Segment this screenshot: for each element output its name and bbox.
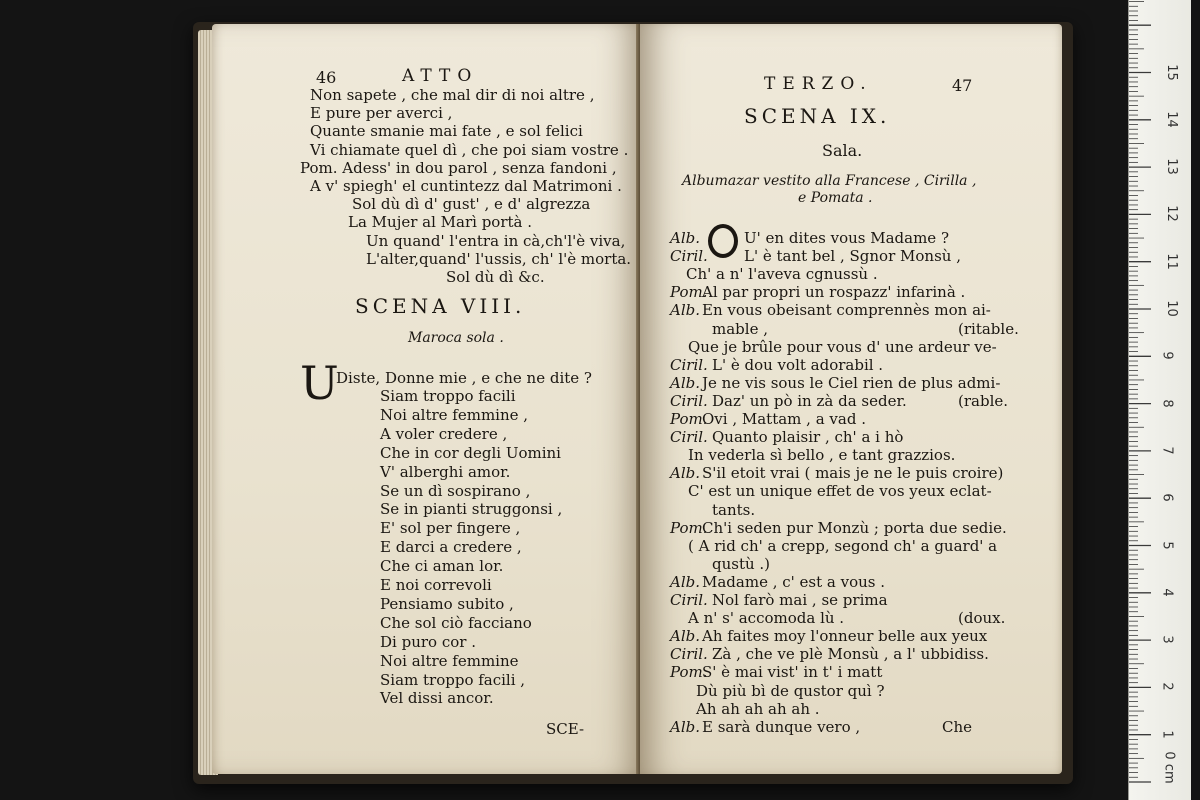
verse-line: Sol dù dì &c. [446,268,545,286]
ruler-number: 13 [1163,158,1179,175]
dialogue-line [640,301,1060,319]
dialogue-line [640,247,1060,265]
scene-8-first-line: Diste, Donne mie , e che ne dite ? [336,369,592,387]
verse-line: Se in pianti struggonsi , [380,500,563,519]
verse-line: Che in cor degli Uomini [380,443,561,462]
dialogue-line [640,537,1060,555]
dialogue-text: Je ne vis sous le Ciel rien de plus admi- [702,373,1001,392]
dialogue-text: tants. [712,500,756,519]
speaker-label: Alb. [670,627,700,646]
speaker-label: Alb. [670,464,700,483]
dialogue-line [640,627,1060,645]
verse-line: Siam troppo facili [380,387,516,405]
speaker-label: Pom. [670,283,708,302]
scene-9-location: Sala. [822,141,863,160]
verse-line: L'alter,quand' l'ussis, ch' l'è morta. [366,249,632,268]
ruler-number: 6 [1159,493,1175,502]
left-running-head: ATTO [402,66,479,86]
dialogue-line [640,229,1060,247]
dialogue-line [640,265,1060,283]
dialogue-text: Ch' a n' l'aveva cgnussù . [686,265,878,284]
verse-line: Vel dissi ancor. [380,689,494,708]
ruler-number: 2 [1159,682,1175,692]
dialogue-line [640,374,1060,392]
dialogue-text: Daz' un pò in zà da seder. [712,391,907,410]
right-catchword: Che [942,718,973,736]
scene-9-title: SCENA IX. [744,104,891,128]
verse-line: La Mujer al Marì portà . [348,213,533,232]
ruler-number: 4 [1159,588,1175,597]
dialogue-text: En vous obeisant comprennès mon ai- [702,301,991,320]
dialogue-runover: (doux. [958,609,1006,628]
ruler-number: 1 [1159,730,1175,739]
dialogue-line [640,682,1060,700]
verse-line: Vi chiamate quel dì , che poi siam vostre . [310,140,629,159]
dialogue-line [640,573,1060,591]
dialogue-text: Que je brûle pour vous d' une ardeur ve- [688,337,997,356]
dialogue-text: Quanto plaisir , ch' a i hò [712,428,904,447]
drop-cap-u: U [300,356,339,410]
speaker-label: Alb. [670,301,700,320]
speaker-label: Alb. [670,229,700,247]
ruler-number: 14 [1163,111,1179,128]
dialogue-line [640,320,1060,338]
dialogue-text: In vederla sì bello , e tant grazzios. [688,446,956,465]
dialogue-line [640,501,1060,519]
speaker-label: Pom. [670,410,708,428]
verse-line: Che ci aman lor. [380,557,504,576]
dialogue-text: mable , [712,319,768,338]
dialogue-line [640,356,1060,374]
speaker-label: Pom. [670,518,708,537]
speaker-label: Ciril. [670,645,708,664]
verse-line: Siam troppo facili , [380,670,526,689]
dialogue-text: Nol farò mai , se prima [712,591,888,609]
dialogue-text: S' è mai vist' in t' i matt [702,663,883,682]
dialogue-line [640,519,1060,537]
dialogue-line [640,700,1060,718]
verse-line: Un quand' l'entra in cà,ch'l'è viva, [366,231,626,250]
dialogue-text: Ah ah ah ah ah . [696,699,820,718]
dialogue-line [640,283,1060,301]
verse-line: E darci a credere , [380,538,522,557]
left-page [212,24,642,774]
speaker-label: Alb. [670,572,700,591]
dialogue-text: Zà , che ve plè Monsù , a l' ubbidiss. [712,645,989,664]
speaker-label: Ciril. [670,391,708,410]
verse-line: Di puro cor . [380,632,476,651]
ruler-number: 9 [1159,351,1175,360]
verse-line: Pom. Adess' in dou parol , senza fandoni , [300,158,617,177]
dialogue-runover: (ritable. [958,319,1019,338]
speaker-label: Ciril. [670,428,708,447]
ruler-number: 11 [1163,252,1179,270]
verse-line: Noi altre femmine , [380,405,529,424]
dialogue-runover: (rable. [958,391,1009,410]
left-catchword: SCE- [546,720,585,738]
verse-line: Che sol ciò facciano [380,613,532,632]
ruler-number: 5 [1159,540,1175,550]
dialogue-line [640,428,1060,446]
dialogue-line [640,482,1060,500]
scene-8-title: SCENA VIII. [355,294,526,318]
ruler-number: 12 [1163,205,1179,223]
dialogue-text: S'il etoit vrai ( mais je ne le puis croire) [702,464,1004,483]
dialogue-line [640,645,1060,663]
speaker-label: Alb. [670,373,700,392]
speaker-label: Ciril. [670,247,708,266]
ruler-number: 10 [1163,300,1179,317]
verse-line: Pensiamo subito , [380,594,514,613]
verse-line: A voler credere , [380,424,508,443]
dialogue-line [640,446,1060,464]
dialogue-line [640,555,1060,573]
dialogue-line [640,338,1060,356]
ruler-number: 3 [1159,635,1175,644]
verse-line: E pure per averci , [310,104,453,123]
dialogue-line [640,392,1060,410]
dialogue-text: Ovi , Mattam , a vad . [702,410,866,428]
verse-line: Quante smanie mai fate , e sol felici [310,122,583,141]
verse-line: V' alberghi amor. [380,462,511,481]
dialogue-text: A n' s' accomoda lù . [688,609,845,628]
speaker-label: Ciril. [670,591,708,609]
dialogue-text: qustù .) [712,554,771,573]
scene-8-subtitle: Maroca sola . [408,330,504,346]
dialogue-text: L' è tant bel , Sgnor Monsù , [744,247,961,266]
dialogue-line [640,663,1060,681]
dialogue-text: C' est un unique effet de vos yeux eclat- [688,482,992,501]
dialogue-line [640,609,1060,627]
verse-line: Sol dù dì d' gust' , e d' algrezza [352,195,591,214]
dialogue-text: Al par propri un rospazz' infarinà . [702,283,966,302]
dialogue-text: L' è dou volt adorabil . [712,355,884,374]
measurement-ruler [1128,0,1191,800]
dialogue-text: Ah faites moy l'onneur belle aux yeux [702,627,988,646]
right-running-head: TERZO. [764,74,873,94]
dialogue-line [640,464,1060,482]
right-page-number: 47 [952,76,973,95]
verse-line: Se un dì sospirano , [380,481,531,500]
dialogue-line [640,591,1060,609]
ruler-number: 7 [1159,446,1175,455]
verse-line: A v' spiegh' el cuntintezz dal Matrimoni . [310,177,622,195]
ruler-number: 8 [1159,398,1175,408]
dialogue-text: Madame , c' est a vous . [702,572,886,591]
ruler-unit-label: 0 cm [1161,751,1177,784]
verse-line: Noi altre femmine [380,651,519,670]
verse-line: E noi correvoli [380,576,492,594]
dialogue-text: Ch'i seden pur Monzù ; porta due sedie. [702,518,1007,537]
stage-direction-2: e Pomata . [798,190,873,206]
right-page [640,24,1062,774]
dialogue-text: U' en dites vous Madame ? [744,229,949,247]
verse-line: Non sapete , che mal dir di noi altre , [310,86,595,104]
dialogue-line [640,718,1060,736]
stage-direction-1: Albumazar vestito alla Francese , Cirilla , [682,173,977,189]
speaker-label: Alb. [670,717,700,736]
speaker-label: Pom. [670,663,708,682]
dialogue-text: Dù più bì de qustor quì ? [696,681,885,700]
left-page-number: 46 [316,68,337,87]
verse-line: E' sol per fingere , [380,519,521,538]
dialogue-text: E sarà dunque vero , [702,717,861,736]
dialogue-line [640,410,1060,428]
ruler-number: 15 [1163,63,1179,81]
dialogue-text: ( A rid ch' a crepp, segond ch' a guard' a [688,536,998,555]
speaker-label: Ciril. [670,355,708,374]
